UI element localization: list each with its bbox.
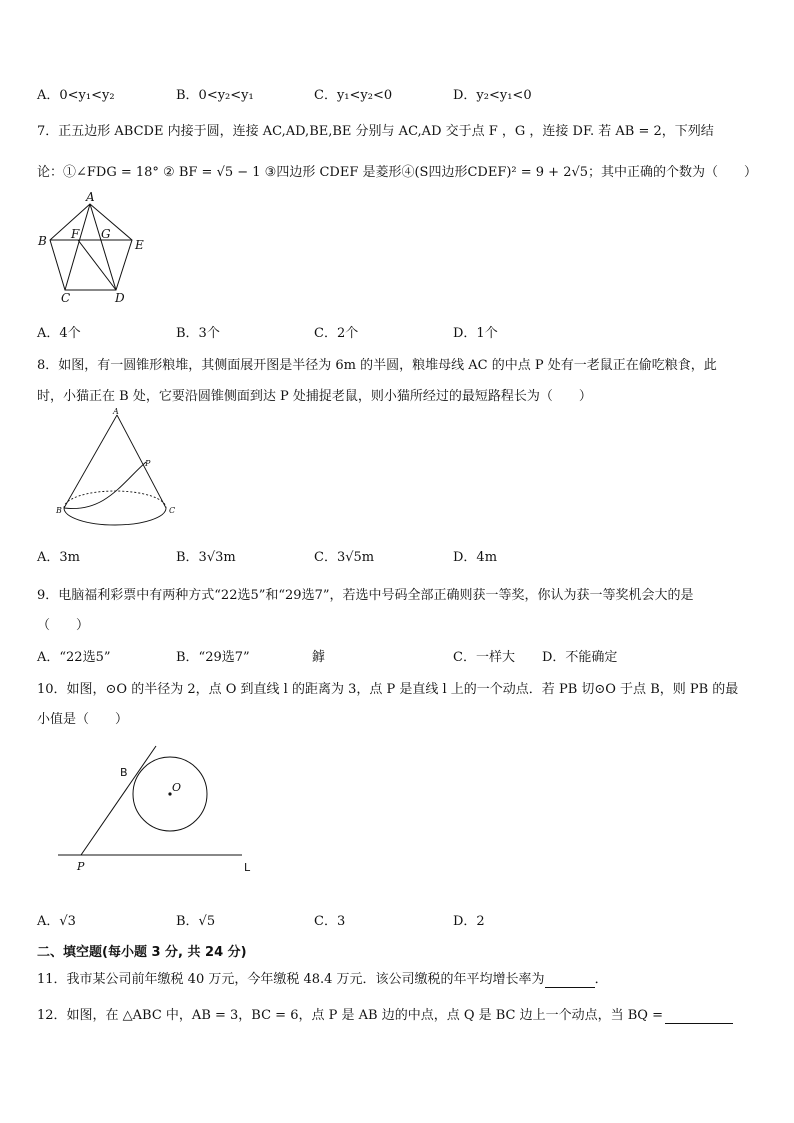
q7-option-c: C．2个: [314, 326, 359, 341]
q8-option-b: B．3√3m: [176, 550, 236, 565]
q8-label-b: B: [56, 506, 62, 515]
q8-option-a: A．3m: [37, 550, 80, 565]
q7-label-c: C: [61, 291, 71, 305]
q7-label-e: E: [135, 238, 144, 252]
q10-option-a: A．√3: [37, 914, 76, 929]
q8-label-c: C: [169, 506, 176, 515]
q11-end: ．: [594, 972, 608, 987]
q8-option-c: C．3√5m: [314, 550, 375, 565]
q7-label-f: F: [71, 227, 80, 241]
q10-label-b: B: [120, 766, 128, 779]
q7-label-a: A: [86, 192, 95, 204]
q10-line-1: 10．如图，⊙O 的半径为 2，点 O 到直线 l 的距离为 3，点 P 是直线 l 上的一个动点．若 PB 切⊙O 于点 B，则 PB 的最: [37, 682, 739, 697]
q8-line-2: 时，小猫正在 B 处，它要沿圆锥侧面到达 P 处捕捉老鼠，则小猫所经过的最短路程长为（ ）: [37, 389, 592, 404]
q7-label-d: D: [115, 291, 125, 305]
q8-label-p: P: [145, 459, 151, 468]
q9-line-2: （ ）: [37, 618, 90, 633]
q10-line-2: 小值是（ ）: [37, 712, 129, 727]
q12-answer-blank: [665, 1008, 733, 1024]
q10-option-c: C．3: [314, 914, 346, 929]
q9-line-1: 9．电脑福利彩票中有两种方式“22选5”和“29选7”，若选中号码全部正确则获一等奖，你认为获一等奖机会大的是: [37, 588, 694, 603]
q8-option-d: D．4m: [453, 550, 498, 565]
q8-label-a: A: [113, 407, 119, 416]
q9-option-d: D．不能确定: [542, 650, 618, 665]
q6-option-a: A．0<y₁<y₂: [37, 88, 115, 103]
q6-option-c: C．y₁<y₂<0: [314, 88, 393, 103]
q6-option-b: B．0<y₂<y₁: [176, 88, 254, 103]
q11-text: 11．我市某公司前年缴税 40 万元，今年缴税 48.4 万元．该公司缴税的年平均增长率为: [37, 972, 545, 987]
q7-option-a: A．4个: [37, 326, 81, 341]
q9-stray-glyph: 鎼: [312, 650, 326, 665]
q8-line-1: 8．如图，有一圆锥形粮堆，其侧面展开图是半径为 6m 的半圆，粮堆母线 AC 的中点 P 处有一老鼠正在偷吃粮食，此: [37, 358, 717, 373]
q10-label-o: O: [172, 781, 182, 794]
q10-label-l: L: [244, 861, 251, 874]
q7-label-g: G: [101, 227, 111, 241]
q10-option-d: D．2: [453, 914, 485, 929]
section-heading-fill-in: 二、填空题(每小题 3 分, 共 24 分): [37, 945, 247, 960]
q12-line: [37, 1004, 733, 1024]
q11-answer-blank: [545, 972, 595, 988]
q7-pentagon-figure: [30, 192, 160, 307]
q11-line: [37, 968, 608, 988]
q9-option-c: C．一样大: [453, 650, 515, 665]
q7-line-1: 7．正五边形 ABCDE 内接于圆，连接 AC,AD,BE,BE 分别与 AC,AD 交于点 F ，G ，连接 DF. 若 AB = 2，下列结: [37, 124, 714, 139]
q7-line-2: 论：①∠FDG = 18° ② BF = √5 − 1 ③四边形 CDEF 是菱形④(S四边形CDEF)² = 9 + 2√5；其中正确的个数为（ ）: [37, 165, 758, 180]
q9-option-b: B．“29选7”: [176, 650, 250, 665]
q10-option-b: B．√5: [176, 914, 216, 929]
q9-option-a: A．“22选5”: [37, 650, 111, 665]
q7-option-d: D．1个: [453, 326, 498, 341]
q10-label-p: P: [77, 860, 85, 873]
q8-cone-figure: [50, 405, 190, 530]
q12-text: 12．如图，在 △ABC 中，AB = 3，BC = 6，点 P 是 AB 边的中点，点 Q 是 BC 边上一个动点，当 BQ =: [37, 1008, 663, 1023]
q10-circle-tangent-figure: [50, 740, 270, 880]
q7-option-b: B．3个: [176, 326, 220, 341]
q6-option-d: D．y₂<y₁<0: [453, 88, 532, 103]
q7-label-b: B: [38, 234, 47, 248]
